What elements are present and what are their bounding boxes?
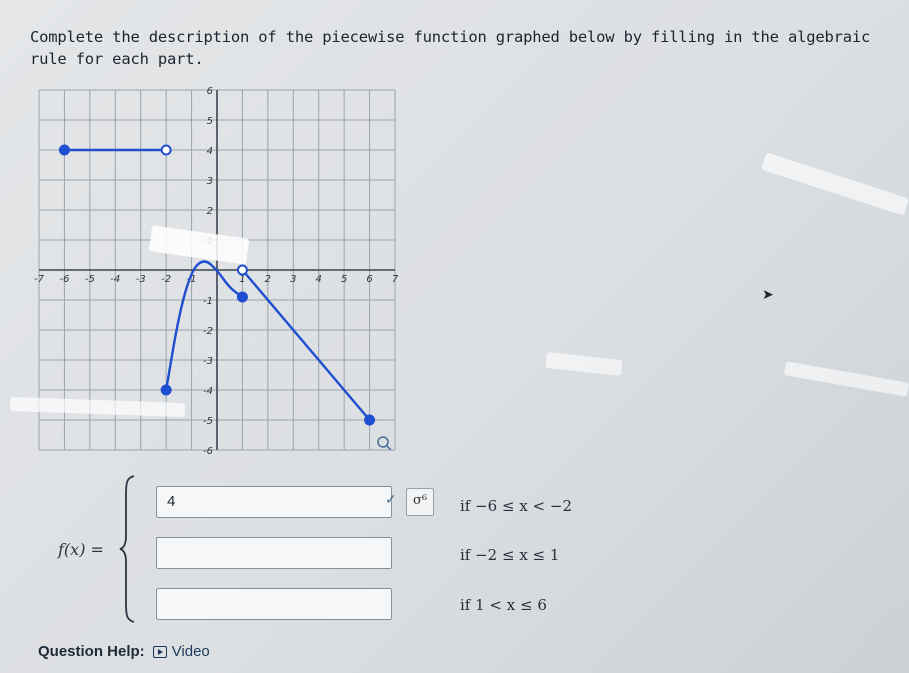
- x-tick-label: 6: [366, 274, 373, 285]
- y-tick-label: -3: [203, 356, 213, 367]
- magnify-icon[interactable]: [378, 437, 391, 450]
- y-tick-label: -4: [203, 386, 213, 397]
- x-tick-label: -4: [110, 274, 121, 285]
- closed-dot: [238, 293, 247, 302]
- x-tick-label: -7: [34, 274, 44, 285]
- condition-3: if 1 < x ≤ 6: [460, 596, 547, 614]
- x-tick-label: -3: [135, 274, 146, 285]
- x-tick-label: 2: [264, 274, 272, 285]
- condition-1: if −6 ≤ x < −2: [460, 497, 573, 515]
- open-dot: [238, 266, 247, 275]
- math-editor-button[interactable]: σ⁶: [406, 488, 434, 516]
- function-label: f(x) =: [58, 540, 104, 559]
- x-tick-label: 5: [340, 274, 348, 285]
- x-tick-label: 7: [391, 274, 399, 285]
- video-link[interactable]: [153, 643, 210, 660]
- left-brace: [118, 474, 136, 624]
- x-tick-label: 3: [290, 274, 297, 285]
- y-tick-label: 6: [206, 86, 213, 97]
- y-tick-label: -6: [203, 446, 213, 457]
- answer-input-2[interactable]: [156, 537, 392, 569]
- question-help-label: Question Help:: [38, 643, 145, 660]
- closed-dot: [60, 146, 69, 155]
- answer-input-3[interactable]: [156, 588, 392, 620]
- y-tick-label: 3: [206, 176, 213, 187]
- condition-2: if −2 ≤ x ≤ 1: [460, 546, 560, 564]
- y-tick-label: 4: [206, 146, 213, 157]
- x-tick-label: 4: [315, 274, 322, 285]
- check-icon: ✓: [385, 492, 397, 508]
- y-tick-label: -2: [203, 326, 213, 337]
- x-tick-label: -2: [161, 274, 172, 285]
- video-icon: [153, 646, 167, 658]
- x-tick-label: -5: [84, 274, 95, 285]
- open-dot: [162, 146, 171, 155]
- closed-dot: [365, 416, 374, 425]
- question-prompt: Complete the description of the piecewise function graphed below by filling in the algebraic rule for each part.: [30, 28, 871, 68]
- x-tick-label: 1: [239, 274, 246, 285]
- y-tick-label: -5: [203, 416, 213, 427]
- graph-curve-piece-3: [242, 270, 369, 420]
- y-tick-label: 2: [206, 206, 213, 217]
- y-tick-label: -1: [203, 296, 213, 307]
- x-tick-label: -1: [186, 274, 197, 285]
- mouse-cursor-icon: ➤: [762, 287, 774, 303]
- video-link-label: Video: [171, 643, 210, 660]
- y-tick-label: 5: [206, 116, 213, 127]
- closed-dot: [162, 386, 171, 395]
- question-help: [38, 643, 210, 660]
- x-tick-label: -6: [59, 274, 70, 285]
- answer-input-1[interactable]: 4: [156, 486, 392, 518]
